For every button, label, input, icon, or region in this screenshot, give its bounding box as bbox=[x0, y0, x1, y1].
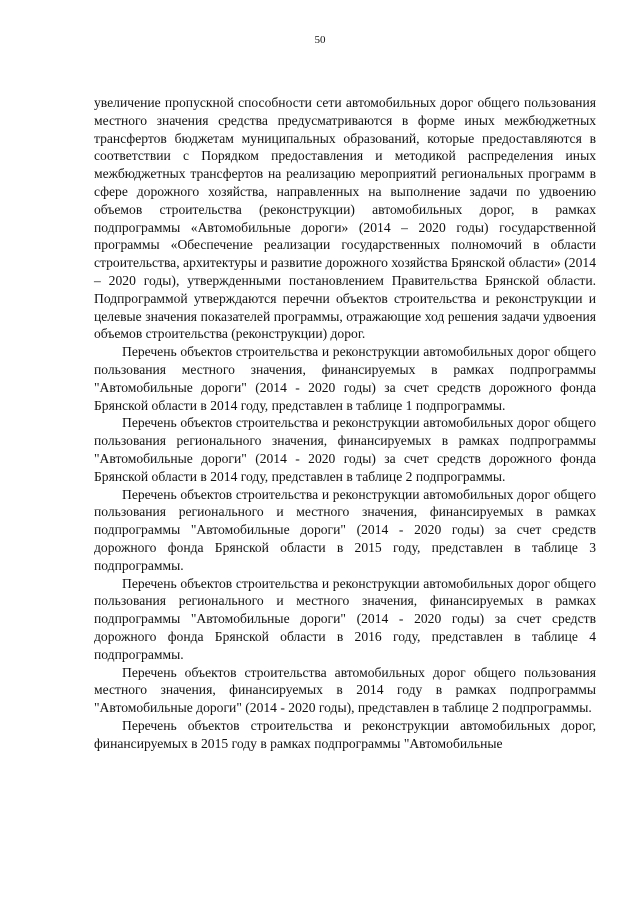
paragraph: увеличение пропускной способности сети автомобильных дорог общего пользования местного значения средства предусматриваются в форме иных межбюджетных трансфертов бюджетам муниципальных образований, которые предоставляются в соответствии с Порядком предоставления и методикой распределения иных межбюджетных трансфертов на реализацию мероприятий региональных программ в сфере дорожного хозяйства, направленных на выполнение задачи по удвоению объемов строительства (реконструкции) автомобильных дорог, в рамках подпрограммы «Автомобильные дороги» (2014 – 2020 годы) государственной программы «Обеспечение реализации государственных полномочий в области строительства, архитектуры и развитие дорожного хозяйства Брянской области» (2014 – 2020 годы), утвержденными постановлением Правительства Брянской области. Подпрограммой утверждаются перечни объектов строительства и реконструкции и целевые значения показателей программы, отражающие ход решения задачи удвоения объемов строительства (реконструкции) дорог. bbox=[94, 95, 596, 342]
paragraph: Перечень объектов строительства и реконструкции автомобильных дорог общего пользования регионального и местного значения, финансируемых в рамках подпрограммы "Автомобильные дороги" (2014 - 2020 годы) за счет средств дорожного фонда Брянской области в 2015 году, представлен в таблице 3 подпрограммы. bbox=[94, 486, 596, 573]
body-text bbox=[94, 94, 596, 752]
paragraph: Перечень объектов строительства и реконструкции автомобильных дорог общего пользования местного значения, финансируемых в рамках подпрограммы "Автомобильные дороги" (2014 - 2020 годы) за счет средств дорожного фонда Брянской области в 2014 году, представлен в таблице 1 подпрограммы. bbox=[94, 344, 596, 413]
paragraph: Перечень объектов строительства автомобильных дорог общего пользования местного значения, финансируемых в 2014 году в рамках подпрограммы "Автомобильные дороги" (2014 - 2020 годы), представлен в таблице 2 подпрограммы. bbox=[94, 664, 596, 716]
paragraph: Перечень объектов строительства и реконструкции автомобильных дорог общего пользования регионального и местного значения, финансируемых в рамках подпрограммы "Автомобильные дороги" (2014 - 2020 годы) за счет средств дорожного фонда Брянской области в 2016 году, представлен в таблице 4 подпрограммы. bbox=[94, 575, 596, 662]
paragraph: Перечень объектов строительства и реконструкции автомобильных дорог общего пользования регионального значения, финансируемых в рамках подпрограммы "Автомобильные дороги" (2014 - 2020 годы) за счет средств дорожного фонда Брянской области в 2014 году, представлен в таблице 2 подпрограммы. bbox=[94, 415, 596, 484]
page-number: 50 bbox=[314, 34, 326, 46]
paragraph: Перечень объектов строительства и реконструкции автомобильных дорог, финансируемых в 2015 году в рамках подпрограммы "Автомобильные bbox=[94, 717, 596, 751]
